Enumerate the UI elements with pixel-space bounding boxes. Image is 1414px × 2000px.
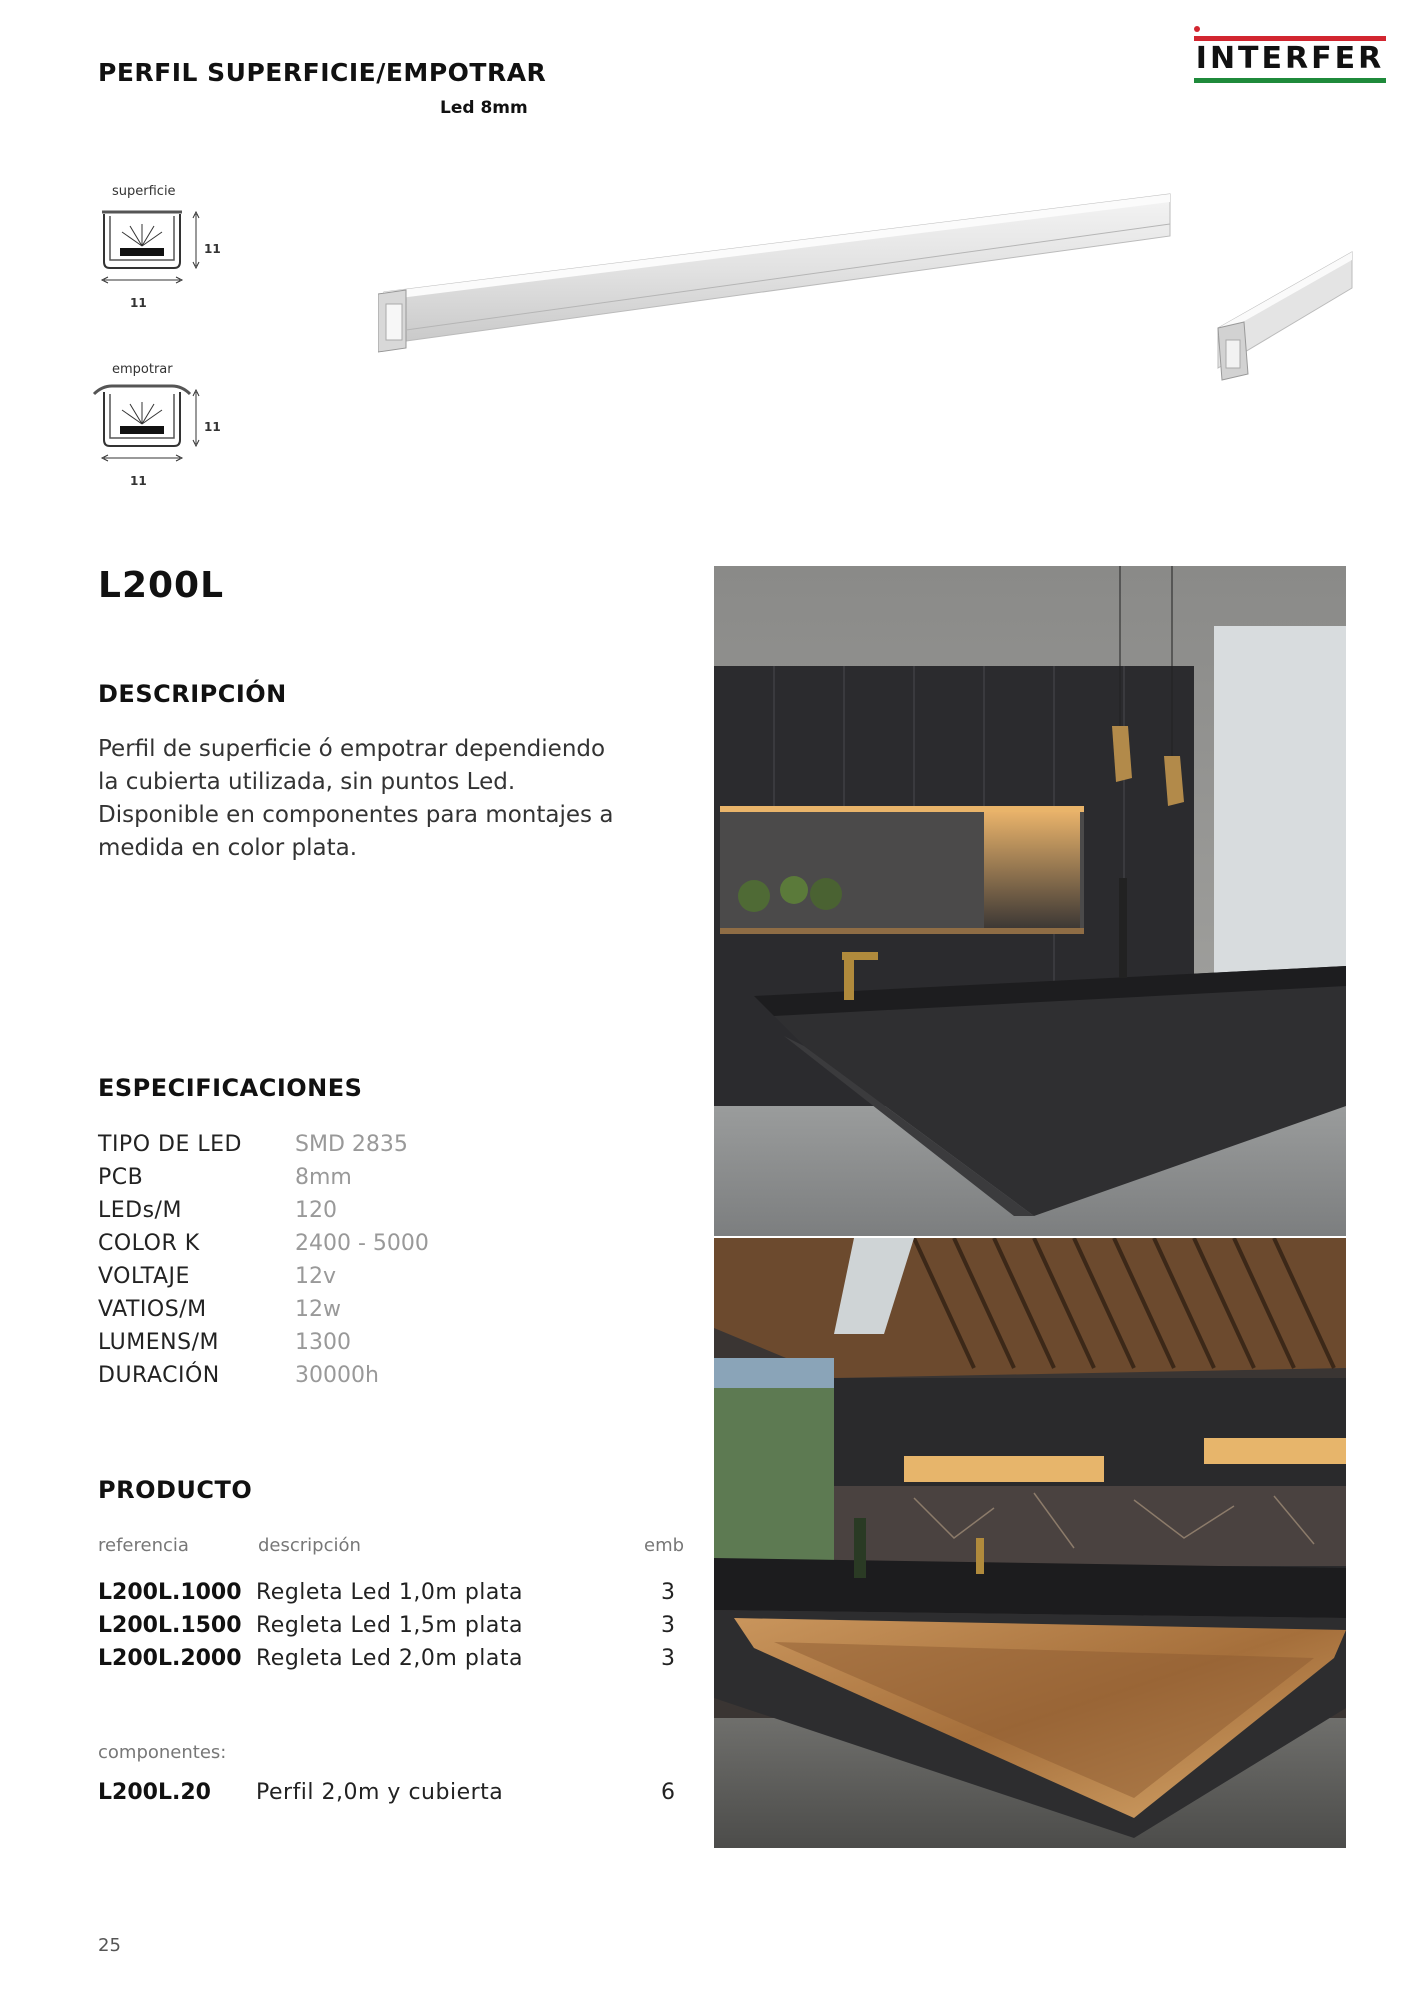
profile-bar-image bbox=[378, 180, 1178, 360]
spec-label: VOLTAJE bbox=[98, 1264, 190, 1289]
component-emb: 6 bbox=[661, 1780, 675, 1805]
component-ref: L200L.20 bbox=[98, 1780, 211, 1805]
spec-row bbox=[98, 1227, 598, 1260]
spec-row bbox=[98, 1293, 598, 1326]
spec-row bbox=[98, 1326, 598, 1359]
product-code: L200L bbox=[98, 565, 225, 606]
spec-label: VATIOS/M bbox=[98, 1297, 207, 1322]
diagram-width: 11 bbox=[130, 474, 147, 488]
product-desc: Regleta Led 2,0m plata bbox=[256, 1646, 523, 1671]
producto-heading: PRODUCTO bbox=[98, 1476, 253, 1504]
component-desc: Perfil 2,0m y cubierta bbox=[256, 1780, 504, 1805]
product-ref: L200L.2000 bbox=[98, 1646, 242, 1671]
description-line: la cubierta utilizada, sin puntos Led. bbox=[98, 769, 516, 795]
diagram-superficie bbox=[92, 180, 222, 315]
diagram-height: 11 bbox=[204, 420, 221, 434]
product-desc: Regleta Led 1,5m plata bbox=[256, 1613, 523, 1638]
spec-value: 8mm bbox=[295, 1165, 352, 1190]
description-line: Perfil de superficie ó empotrar dependiendo bbox=[98, 736, 606, 762]
spec-row bbox=[98, 1359, 598, 1392]
table-row bbox=[98, 1576, 698, 1609]
brand-logo-text: INTERFER bbox=[1195, 41, 1385, 76]
spec-value: 120 bbox=[295, 1198, 337, 1223]
spec-value: 12v bbox=[295, 1264, 337, 1289]
brand-logo bbox=[1194, 26, 1386, 86]
spec-row bbox=[98, 1260, 598, 1293]
description-line: Disponible en componentes para montajes a bbox=[98, 802, 614, 828]
table-row bbox=[98, 1642, 698, 1675]
diagram-label: empotrar bbox=[112, 362, 173, 377]
components-label: componentes: bbox=[98, 1742, 227, 1763]
table-row bbox=[98, 1776, 698, 1809]
column-header-ref: referencia bbox=[98, 1535, 189, 1556]
spec-label: TIPO DE LED bbox=[98, 1132, 242, 1157]
column-header-emb: emb bbox=[644, 1535, 685, 1556]
spec-value: 30000h bbox=[295, 1363, 379, 1388]
product-ref: L200L.1500 bbox=[98, 1613, 242, 1638]
diagram-label: superficie bbox=[112, 184, 176, 199]
kitchen-photo-bottom bbox=[714, 1238, 1346, 1848]
diagram-empotrar bbox=[92, 358, 222, 493]
diagram-width: 11 bbox=[130, 296, 147, 310]
product-ref: L200L.1000 bbox=[98, 1580, 242, 1605]
page-number: 25 bbox=[98, 1935, 121, 1956]
spec-value: 2400 - 5000 bbox=[295, 1231, 429, 1256]
spec-label: DURACIÓN bbox=[98, 1363, 220, 1388]
specs-heading: ESPECIFICACIONES bbox=[98, 1074, 363, 1102]
profile-section-icon bbox=[92, 380, 222, 490]
spec-label: LUMENS/M bbox=[98, 1330, 219, 1355]
spec-label: PCB bbox=[98, 1165, 144, 1190]
spec-row bbox=[98, 1128, 598, 1161]
profile-detail-image bbox=[1208, 248, 1358, 388]
spec-value: 12w bbox=[295, 1297, 341, 1322]
product-emb: 3 bbox=[661, 1580, 675, 1605]
kitchen-photo-top bbox=[714, 566, 1346, 1236]
spec-row bbox=[98, 1194, 598, 1227]
description-line: medida en color plata. bbox=[98, 835, 358, 861]
spec-value: SMD 2835 bbox=[295, 1132, 408, 1157]
spec-value: 1300 bbox=[295, 1330, 351, 1355]
product-emb: 3 bbox=[661, 1646, 675, 1671]
product-desc: Regleta Led 1,0m plata bbox=[256, 1580, 523, 1605]
column-header-desc: descripción bbox=[258, 1535, 361, 1556]
kitchen-photo-bottom-image bbox=[714, 1238, 1346, 1848]
profile-section-icon bbox=[92, 202, 222, 312]
page-title: PERFIL SUPERFICIE/EMPOTRAR bbox=[98, 58, 547, 87]
spec-label: LEDs/M bbox=[98, 1198, 182, 1223]
description-text bbox=[98, 733, 638, 865]
diagram-height: 11 bbox=[204, 242, 221, 256]
table-row bbox=[98, 1609, 698, 1642]
description-heading: DESCRIPCIÓN bbox=[98, 680, 287, 708]
page-subtitle: Led 8mm bbox=[440, 98, 528, 118]
spec-row bbox=[98, 1161, 598, 1194]
product-emb: 3 bbox=[661, 1613, 675, 1638]
kitchen-photo-top-image bbox=[714, 566, 1346, 1236]
spec-label: COLOR K bbox=[98, 1231, 200, 1256]
